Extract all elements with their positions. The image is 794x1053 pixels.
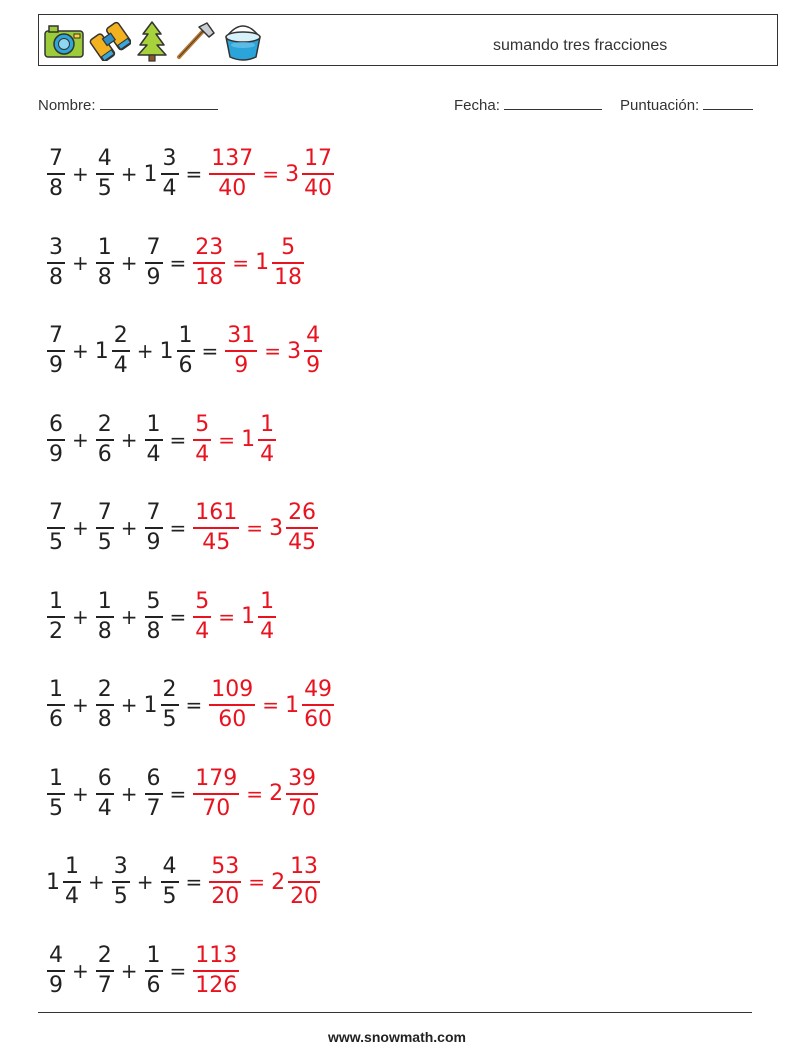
answer-fraction-numerator: 5 — [195, 411, 210, 437]
answer-mixed-number-denominator: 70 — [288, 795, 317, 821]
term-fraction-numerator: 1 — [97, 588, 112, 614]
equals-sign: = — [185, 870, 203, 894]
answer-mixed-number-denominator: 20 — [290, 884, 319, 909]
worksheet-header — [38, 14, 778, 66]
answer-mixed-number-denominator: 60 — [304, 707, 333, 732]
term-fraction — [96, 589, 114, 645]
term-fraction-denominator: 7 — [146, 795, 161, 821]
answer-fraction — [209, 854, 241, 910]
answer-fraction-denominator: 60 — [218, 707, 247, 732]
answer-mixed-number — [288, 854, 320, 910]
answer-mixed-number-whole: 2 — [271, 869, 286, 895]
answer-fraction-denominator: 40 — [218, 176, 247, 201]
answer — [190, 500, 321, 556]
term-fraction-numerator: 3 — [162, 146, 177, 171]
footer-website: www.snowmath.com — [328, 1029, 466, 1045]
equals-sign: = — [169, 250, 187, 275]
equals-sign: = — [169, 516, 187, 540]
term-fraction-numerator: 3 — [113, 854, 128, 879]
term-fraction-numerator: 2 — [97, 411, 112, 437]
equals-sign: = — [169, 427, 187, 452]
term-fraction-numerator: 1 — [178, 323, 193, 348]
date-label: Fecha: — [454, 97, 500, 114]
term-fraction-denominator: 5 — [97, 530, 112, 555]
term-fraction-denominator: 6 — [178, 353, 193, 378]
problem-row — [44, 497, 321, 559]
term-fraction-denominator: 5 — [113, 884, 128, 909]
term-fraction-numerator: 6 — [97, 765, 112, 791]
term-fraction-numerator: 1 — [65, 854, 79, 879]
answer-fraction — [193, 235, 225, 291]
term-fraction-numerator: 2 — [97, 677, 112, 702]
answer-fraction-denominator: 45 — [202, 530, 231, 555]
answer-mixed-number-numerator: 17 — [304, 146, 333, 171]
term-fraction — [145, 412, 163, 468]
term-fraction-denominator: 4 — [113, 353, 128, 378]
answer-mixed-number-numerator: 26 — [288, 500, 317, 525]
plus-sign: + — [72, 693, 89, 717]
answer-fraction-numerator: 137 — [211, 146, 254, 171]
answer-mixed-number-numerator: 49 — [304, 677, 333, 702]
term-fraction-denominator: 9 — [49, 441, 63, 467]
answer-equals-sign: = — [218, 604, 236, 629]
binoculars-icon — [89, 21, 131, 61]
answer-fraction-numerator: 23 — [195, 234, 224, 260]
answer-mixed-number — [304, 323, 322, 379]
answer-mixed-number-numerator: 13 — [290, 854, 319, 879]
answer-mixed-number-numerator: 39 — [288, 765, 317, 791]
name-label: Nombre: — [38, 97, 96, 114]
answer-mixed-number — [258, 412, 276, 468]
equals-sign: = — [169, 781, 187, 806]
term-fraction-denominator: 2 — [49, 618, 63, 644]
answer-fraction-denominator: 4 — [195, 618, 210, 644]
term-fraction-numerator: 7 — [49, 323, 63, 348]
answer-mixed-number — [286, 500, 318, 556]
answer-equals-sign: = — [218, 427, 236, 452]
term-fraction-denominator: 5 — [162, 707, 177, 732]
plus-sign: + — [120, 250, 138, 275]
term-fraction-numerator: 2 — [162, 677, 177, 702]
term-fraction — [47, 323, 65, 379]
term-fraction-denominator: 9 — [146, 530, 161, 555]
answer-equals-sign: = — [246, 516, 264, 540]
answer — [190, 589, 279, 645]
answer-mixed-number-denominator: 40 — [304, 176, 333, 201]
term-fraction-numerator: 1 — [97, 234, 112, 260]
answer-mixed-number-whole: 3 — [287, 338, 302, 364]
name-field — [38, 95, 218, 114]
answer-fraction-numerator: 5 — [195, 588, 210, 614]
term-fraction-numerator: 1 — [49, 588, 63, 614]
answer — [206, 146, 337, 202]
term-fraction — [177, 323, 195, 379]
answer-mixed-number-numerator: 4 — [306, 323, 321, 348]
term-fraction — [161, 677, 179, 733]
answer — [190, 412, 279, 468]
answer-fraction — [193, 412, 211, 468]
plus-sign: + — [120, 162, 138, 186]
term-fraction — [47, 589, 65, 645]
equals-sign: = — [201, 339, 219, 363]
term-fraction-numerator: 6 — [146, 765, 161, 791]
answer-mixed-number-whole: 1 — [241, 427, 256, 452]
answer-mixed-number-whole: 1 — [241, 604, 256, 629]
term-fraction — [96, 766, 114, 822]
term-fraction — [145, 235, 163, 291]
plus-sign: + — [72, 958, 89, 983]
answer-mixed-number-denominator: 9 — [306, 353, 321, 378]
answer-mixed-number — [302, 146, 334, 202]
problem-row — [44, 586, 279, 648]
answer-fraction — [193, 943, 239, 999]
term-fraction-denominator: 6 — [97, 441, 112, 467]
term-fraction — [145, 500, 163, 556]
axe-icon — [173, 21, 217, 61]
answer-fraction-numerator: 179 — [195, 765, 238, 791]
plus-sign: + — [72, 516, 89, 540]
header-icons — [43, 18, 265, 64]
answer-fraction — [193, 589, 211, 645]
answer-equals-sign: = — [262, 693, 280, 717]
term-fraction-denominator: 7 — [97, 972, 112, 998]
answer-mixed-number — [302, 677, 334, 733]
problem-row — [44, 940, 242, 1002]
term-fraction-denominator: 9 — [146, 264, 161, 290]
term-fraction — [145, 943, 163, 999]
score-label: Puntuación: — [620, 97, 700, 114]
answer — [206, 677, 337, 733]
term-fraction-whole: 1 — [143, 692, 158, 718]
term-fraction — [47, 766, 65, 822]
term-fraction-denominator: 5 — [49, 530, 63, 555]
plus-sign: + — [88, 870, 105, 894]
answer-fraction-numerator: 53 — [211, 854, 240, 879]
term-fraction-numerator: 4 — [49, 942, 63, 968]
term-fraction-numerator: 6 — [49, 411, 63, 437]
term-fraction-denominator: 8 — [97, 707, 112, 732]
term-fraction-whole: 1 — [94, 338, 109, 364]
answer-equals-sign: = — [232, 250, 250, 275]
term-fraction-denominator: 8 — [49, 264, 63, 290]
term-fraction-denominator: 5 — [49, 795, 63, 821]
term-fraction-numerator: 1 — [146, 411, 161, 437]
term-fraction-denominator: 6 — [49, 707, 63, 732]
plus-sign: + — [72, 604, 89, 629]
plus-sign: + — [120, 516, 138, 540]
answer-equals-sign: = — [248, 870, 266, 894]
term-fraction-numerator: 7 — [146, 500, 161, 525]
plus-sign: + — [72, 162, 89, 186]
plus-sign: + — [72, 781, 89, 806]
plus-sign: + — [72, 427, 89, 452]
answer-fraction-denominator: 126 — [195, 972, 238, 998]
answer-fraction — [193, 500, 239, 556]
term-fraction-numerator: 2 — [113, 323, 128, 348]
answer-mixed-number — [272, 235, 304, 291]
term-fraction — [47, 235, 65, 291]
term-fraction-denominator: 8 — [146, 618, 161, 644]
answer-fraction-denominator: 4 — [195, 441, 210, 467]
problem-row — [44, 763, 321, 825]
term-fraction — [96, 500, 114, 556]
answer — [206, 854, 323, 910]
answer-mixed-number-whole: 3 — [285, 161, 300, 187]
equals-sign: = — [169, 958, 187, 983]
answer-fraction — [225, 323, 257, 379]
answer-mixed-number-whole: 3 — [269, 515, 284, 541]
name-blank[interactable] — [100, 95, 218, 110]
term-fraction-denominator: 9 — [49, 972, 63, 998]
term-fraction-denominator: 4 — [146, 441, 161, 467]
answer — [222, 323, 325, 379]
answer-mixed-number-denominator: 4 — [260, 618, 275, 644]
answer-fraction — [193, 766, 239, 822]
plus-sign: + — [136, 870, 154, 894]
plus-sign: + — [72, 339, 89, 363]
problem-row — [44, 143, 337, 205]
plus-sign: + — [120, 693, 138, 717]
term-fraction — [47, 943, 65, 999]
score-blank[interactable] — [703, 95, 753, 110]
plus-sign: + — [120, 958, 138, 983]
problem-row — [44, 674, 337, 736]
plus-sign: + — [120, 427, 138, 452]
term-fraction-numerator: 3 — [49, 234, 63, 260]
term-fraction — [161, 146, 179, 202]
problem-row — [44, 409, 279, 471]
answer-mixed-number-whole: 1 — [255, 250, 270, 275]
date-field — [454, 95, 602, 114]
term-fraction — [96, 235, 114, 291]
term-fraction-numerator: 7 — [97, 500, 112, 525]
problem-row — [44, 851, 323, 913]
answer-equals-sign: = — [246, 781, 264, 806]
answer-fraction-numerator: 31 — [227, 323, 256, 348]
answer-mixed-number — [286, 766, 318, 822]
term-fraction-denominator: 4 — [162, 176, 177, 201]
term-fraction — [47, 677, 65, 733]
date-blank[interactable] — [504, 95, 602, 110]
answer-fraction — [209, 146, 255, 202]
term-fraction — [96, 146, 114, 202]
equals-sign: = — [169, 604, 187, 629]
answer-mixed-number-numerator: 1 — [260, 411, 275, 437]
term-fraction-whole: 1 — [159, 338, 174, 364]
worksheet-title: sumando tres fracciones — [493, 37, 668, 54]
term-fraction — [96, 943, 114, 999]
problem-row — [44, 320, 325, 382]
plus-sign: + — [136, 339, 154, 363]
answer-mixed-number-numerator: 5 — [281, 234, 296, 260]
plus-sign: + — [120, 781, 138, 806]
term-fraction-numerator: 7 — [146, 234, 161, 260]
answer-mixed-number-numerator: 1 — [260, 588, 275, 614]
answer-fraction-denominator: 9 — [234, 353, 249, 378]
equals-sign: = — [185, 693, 203, 717]
term-fraction-numerator: 4 — [162, 854, 177, 879]
term-fraction-denominator: 6 — [146, 972, 161, 998]
pine-tree-icon — [135, 20, 169, 62]
term-fraction — [145, 766, 163, 822]
answer-fraction-numerator: 109 — [211, 677, 254, 702]
term-fraction-numerator: 4 — [97, 146, 112, 171]
plus-sign: + — [120, 604, 138, 629]
answer-mixed-number-denominator: 4 — [260, 441, 275, 467]
term-fraction-whole: 1 — [46, 869, 60, 895]
term-fraction — [112, 323, 130, 379]
problem-row — [44, 232, 307, 294]
answer-mixed-number-denominator: 45 — [288, 530, 317, 555]
answer — [190, 235, 307, 291]
answer-equals-sign: = — [262, 162, 280, 186]
term-fraction — [112, 854, 130, 910]
term-fraction — [96, 412, 114, 468]
camera-icon — [43, 23, 85, 59]
term-fraction — [47, 500, 65, 556]
term-fraction-numerator: 2 — [97, 942, 112, 968]
term-fraction-denominator: 5 — [162, 884, 177, 909]
answer-equals-sign: = — [264, 339, 282, 363]
answer — [190, 943, 242, 999]
plus-sign: + — [72, 250, 89, 275]
answer-mixed-number — [258, 589, 276, 645]
answer-fraction-numerator: 161 — [195, 500, 238, 525]
term-fraction — [161, 854, 179, 910]
term-fraction — [96, 677, 114, 733]
term-fraction — [63, 854, 81, 910]
answer-mixed-number-whole: 1 — [285, 692, 300, 718]
term-fraction-denominator: 4 — [97, 795, 112, 821]
term-fraction-whole: 1 — [143, 161, 158, 187]
term-fraction-numerator: 5 — [146, 588, 161, 614]
bucket-icon — [221, 19, 265, 63]
term-fraction-numerator: 1 — [49, 677, 63, 702]
answer-mixed-number-denominator: 18 — [274, 264, 303, 290]
term-fraction-denominator: 8 — [49, 176, 63, 201]
term-fraction-numerator: 1 — [49, 765, 63, 791]
term-fraction-denominator: 8 — [97, 618, 112, 644]
equals-sign: = — [185, 162, 203, 186]
answer-fraction-denominator: 70 — [202, 795, 231, 821]
term-fraction-numerator: 1 — [146, 942, 161, 968]
term-fraction-denominator: 5 — [97, 176, 112, 201]
answer-fraction-denominator: 20 — [211, 884, 240, 909]
term-fraction-denominator: 9 — [49, 353, 63, 378]
term-fraction — [47, 412, 65, 468]
answer-fraction — [209, 677, 255, 733]
answer-mixed-number-whole: 2 — [269, 781, 284, 806]
footer-divider — [38, 1012, 752, 1013]
term-fraction-numerator: 7 — [49, 146, 63, 171]
term-fraction-denominator: 4 — [65, 884, 79, 909]
answer — [190, 766, 321, 822]
answer-fraction-numerator: 113 — [195, 942, 238, 968]
term-fraction-numerator: 7 — [49, 500, 63, 525]
score-field — [620, 95, 753, 114]
term-fraction — [47, 146, 65, 202]
term-fraction — [145, 589, 163, 645]
term-fraction-denominator: 8 — [97, 264, 112, 290]
answer-fraction-denominator: 18 — [195, 264, 224, 290]
